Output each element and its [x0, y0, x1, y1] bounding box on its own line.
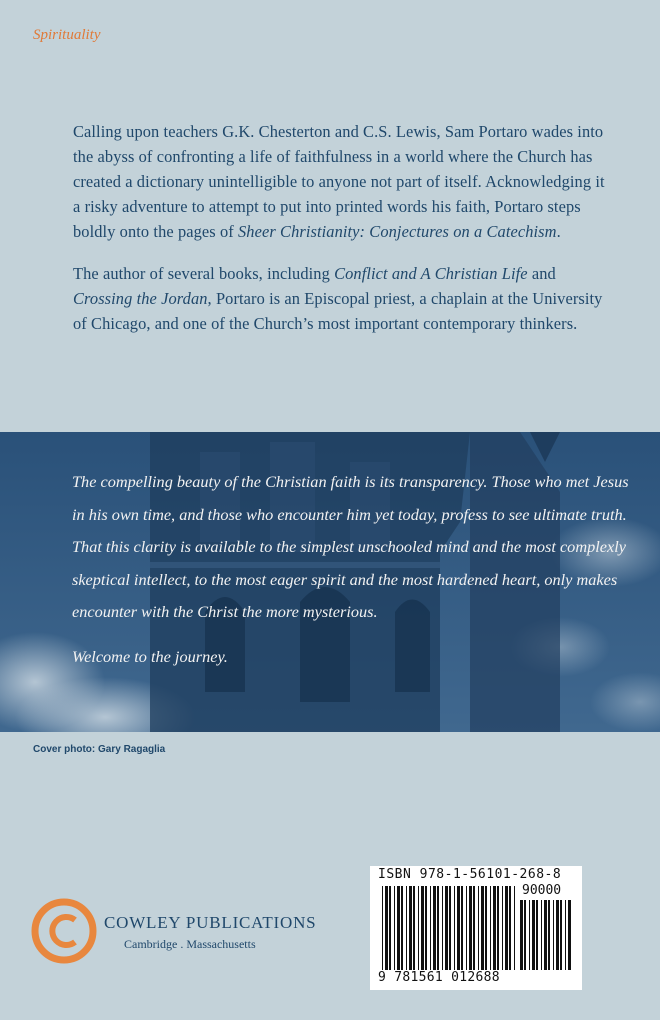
ean-barcode	[382, 886, 518, 970]
price-code: 90000	[522, 883, 562, 898]
other-book-title-2: Crossing the Jordan	[73, 289, 208, 308]
publisher-city: Cambridge . Massachusetts	[124, 937, 256, 951]
book-title: Sheer Christianity: Conjectures on a Catechism	[238, 222, 557, 241]
blurb-paragraph-2: The author of several books, including Conflict and A Christian Life and Crossing the Jordan, Portaro is an Episcopal priest, a chaplain at the University of Chicago, and one of the Church’s most important contemporary thinkers.	[73, 264, 603, 333]
blurb-paragraph-1: Calling upon teachers G.K. Chesterton and C.S. Lewis, Sam Portaro wades into the abyss of confronting a life of faithfulness in a world where the Church has created a dictionary unintelligible to anyone not part of itself. Acknowledging it a risky adventure to attempt to put into printed words his faith, Portaro steps boldly onto the pages of Sheer Christianity: Conjectures on a Catechism.	[73, 122, 605, 241]
ean-digits: 9 781561 012688	[378, 970, 500, 985]
description-blurb	[73, 119, 613, 353]
barcode-box	[370, 866, 582, 990]
addon-barcode	[520, 900, 572, 970]
other-book-title-1: Conflict and A Christian Life	[334, 264, 528, 283]
quote-text: The compelling beauty of the Christian faith is its transparency. Those who met Jesus in his own time, and those who encounter him yet today, profess to see ultimate truth. That this clarity is available to the simplest unschooled mind and the most complexly skeptical intellect, to the most eager spirit and the most hardened heart, only makes encounter with the Christ the more mysterious.	[72, 472, 629, 621]
pull-quote	[72, 466, 632, 685]
category-label: Spirituality	[33, 27, 101, 43]
photo-credit: Cover photo: Gary Ragaglia	[33, 744, 166, 755]
isbn-label: ISBN 978-1-56101-268-8	[378, 867, 562, 882]
publisher-name: COWLEY PUBLICATIONS	[104, 913, 317, 932]
quote-closing: Welcome to the journey.	[72, 646, 228, 666]
publisher-logo-icon	[31, 898, 97, 964]
